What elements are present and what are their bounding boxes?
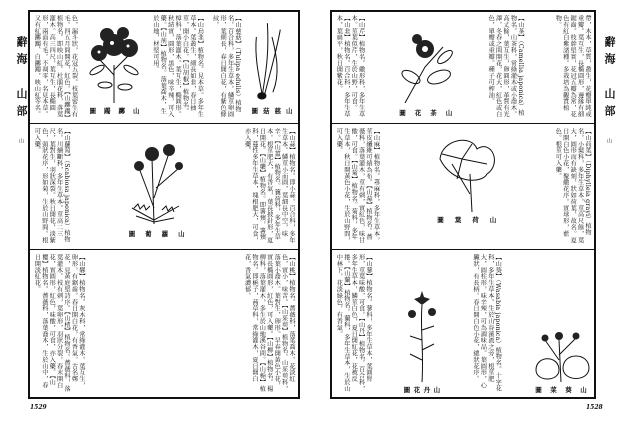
radical-label: 山 (18, 137, 24, 149)
caption-char: 圖 (89, 107, 96, 115)
entry-text: 【山茶】（Camellia japonica）植物名。山茶科，常綠灌木或小喬木。高丈餘，葉互生，卵圓形，革質有光澤。冬春之間開花，花大，紅色或白色，單瓣或重瓣。種子可榨油。 (487, 15, 524, 118)
caption-char: 圖 (535, 386, 542, 394)
bulb-plant-drawing (249, 15, 295, 105)
camellia-drawing (395, 27, 457, 105)
caption-char: 躑 (118, 107, 125, 115)
figure-caption (85, 107, 143, 115)
right-tier-1 (332, 12, 594, 124)
illustration-shan-cha (395, 27, 457, 117)
figure-caption (432, 216, 502, 224)
left-tier-1 (30, 12, 298, 124)
right-page (330, 10, 596, 399)
caption-char: 圖 (399, 109, 406, 117)
caption-char: 山 (580, 386, 587, 394)
scabiosa-drawing (124, 128, 190, 226)
wasabi-drawing (531, 320, 591, 382)
left-page-header (13, 36, 29, 149)
caption-char: 圖 (403, 386, 411, 394)
caption-char: 花 (413, 386, 421, 394)
caption-char: 慈 (274, 107, 281, 115)
section-title: 山部 (603, 87, 616, 122)
entry-text: 【山桃】植物名。薔薇科，落葉喬木。花淡紅色，實小，味苦。【山茱萸】植物名。山茱萸科，落葉小喬木。葉對生，卵形。早春開黃色小花，實長橢圓形，紅色，可入藥。【山柳】植物名。楊柳科，落葉灌木，多生於山地溪谷間。【山梔】植物名。即梔子，茜草科，常綠灌木，夏日開白花，香氣濃郁。 (243, 254, 295, 392)
caption-char: 菜 (550, 386, 557, 394)
caption-char: 躅 (103, 107, 111, 115)
caption-char: 山 (178, 230, 185, 238)
figure-caption (395, 109, 457, 117)
caption-char: 山 (433, 386, 441, 394)
caption-char: 菇 (262, 107, 270, 115)
left-tier-3 (30, 251, 298, 397)
caption-char: 圖 (251, 107, 258, 115)
entry-text: 帶，木本，草質，叢生，花瓣單純或重瓣。葉互生，長橢圓形，邊緣有細鋸齒。枝幹堅實，花冠五瓣為常，花色有紅白紫諸種。多栽培為觀賞植物。 (554, 15, 591, 118)
entry-text: 色，漏斗狀，花冠五裂。枝葉密生有毛。四五月間開花，紅色。【山躑躅】植物名。即映山紅。杜鵑花科，落葉灌木。高三四尺，葉互生，長橢圓形，兩面有毛。不凋零，名見本草。又有紅躑躅、白躑躅，映山紅等名。 (33, 15, 78, 118)
caption-char: 茶 (430, 109, 437, 117)
figure-caption (531, 386, 591, 394)
caption-char: 蘿 (161, 230, 169, 238)
section-title: 山部 (15, 87, 28, 122)
caption-char: 圖 (437, 216, 444, 224)
entry-text: 【山葵】（Wasabia japonica）植物名。十字花科，多年生草本。生於山谷溪流之旁，根莖肥大，圓柱形，味辛辣，可為調味品。葉圓形，心臟狀，有長柄。春日開白色小花，總狀花序。 (472, 254, 502, 392)
entry-text: 【山蒜】植物名。即小蒜。百合科，多年生草本。鱗莖小而圓，葉細長中空，味辛。【山薑】植物名。蘘荷科，多年生草本。根莖肥大，有香氣，葉長披針形，夏日開花。【山藥】植物名。即薯蕷，薯蕷科，蔓性多年生草本，塊根肥大，可食，亦入藥。 (243, 128, 295, 244)
caption-char: 山 (285, 107, 293, 115)
entry-text: 【山烏韭】植物名。見本草。多年生草本。葉叢生，細長如韭，春日抽莖，開小白花。【山胡椒】植物名。樟科，落葉灌木。葉互生，橢圓形。秋結實，圓形，黑色，味辛辣，可入藥。【山荊】植物名。落葉喬木，生於山地，材堅可用。 (151, 15, 204, 118)
caption-char: 蔔 (145, 230, 152, 238)
book-title: 辭海 (15, 36, 28, 70)
page-number-left: 1529 (30, 404, 47, 411)
caption-char: 葵 (565, 386, 572, 394)
figure-caption (249, 107, 295, 115)
entry-text: 【山蘿蔔】（Scabiosa japonica）植物名。川續斷科，多年生草本。莖高二三尺，葉對生，羽狀深裂。秋日開花，淡紫色，頭狀花序，形如菊，生於山野間。根可入藥。 (33, 128, 71, 244)
entry-text: 【山礬】植物名。灰木科，常綠灌木。葉互生，卵形，有鋸齒。春日開白花，有香氣。古名鄭花，見黃庭堅詩序。【山楂】植物名。薔薇科，落葉灌木。枝有刺，葉卵形，羽狀分裂。春末開白花，實圓形，紅色，味酸，可食，亦入藥。【山櫻】植物名。薔薇科，落葉喬木，生於山中，春日開淡紅花。 (33, 254, 85, 392)
entry-text: 【山慈菇】（Tulipa edulis）植物名。百合科，多年生草本。鱗莖卵圓形，葉細長，春日開白花，有紫色條紋。 (211, 15, 241, 118)
caption-char: 葉 (454, 216, 462, 224)
illustration-shan-luobo (124, 128, 190, 238)
lily-drawing (402, 290, 442, 382)
entry-text: 【山芹】植物名。繖形科，多年生草本。莖葉似芹，生於山野，可食。【山韭】植物名。百合科，多年生草本，葉扁平，秋日開紫花。 (335, 15, 365, 118)
illustration-shan-dan (402, 290, 442, 394)
azalea-drawing (85, 15, 143, 105)
lotus-leaf-plant-drawing (432, 134, 502, 212)
entry-text: 【山麻】植物名。蕁麻科，多年生草本，莖皮纖維可績為布。【山莓】植物名。薔薇科，落葉灌木，莖有刺，實紅色，味甘酸，可食。【山菊】植物名。菊科，多年生草本，秋日開黃色小花，生於山野間，可入藥。 (335, 128, 380, 244)
page-number-right: 1528 (586, 404, 603, 411)
radical-label: 山 (606, 137, 612, 149)
left-page (28, 10, 300, 399)
entry-text: 【山蓼】植物名。蓼科，多年生草本，葉圓腎形，莖葉味酸，可食。【山丹】植物名。百合科，多年生草本，鱗莖白色，夏日開紅花，花被反捲。【山蘭】植物名。蘭科，多年生草本，生於山中林下，花淡綠色，有香氣。 (335, 254, 373, 392)
figure-caption (124, 230, 190, 238)
caption-char: 花 (414, 109, 422, 117)
right-tier-2 (332, 125, 594, 250)
book-title: 辭海 (603, 36, 616, 70)
right-page-header (601, 36, 617, 149)
entry-text: 【山荷葉】（Diphylleia grayi）植物名。小檗科，多年生草本。莖高尺餘，葉大，圓形而有缺刻，狀如荷葉，故名。夏日開白色小花，聚繖花序。實球形，藍色。根莖可入藥。 (554, 128, 591, 244)
figure-caption (402, 386, 442, 394)
illustration-shan-zhizhu (85, 15, 143, 115)
illustration-shan-kui (531, 320, 591, 394)
caption-char: 圖 (128, 230, 136, 238)
caption-char: 荷 (472, 216, 479, 224)
caption-char: 山 (132, 107, 140, 115)
illustration-shan-cigu (249, 15, 295, 115)
caption-char: 山 (445, 109, 453, 117)
caption-char: 丹 (423, 386, 431, 394)
right-tier-3 (332, 251, 594, 397)
left-tier-2 (30, 125, 298, 250)
illustration-shan-heye (432, 134, 502, 224)
caption-char: 山 (489, 216, 497, 224)
